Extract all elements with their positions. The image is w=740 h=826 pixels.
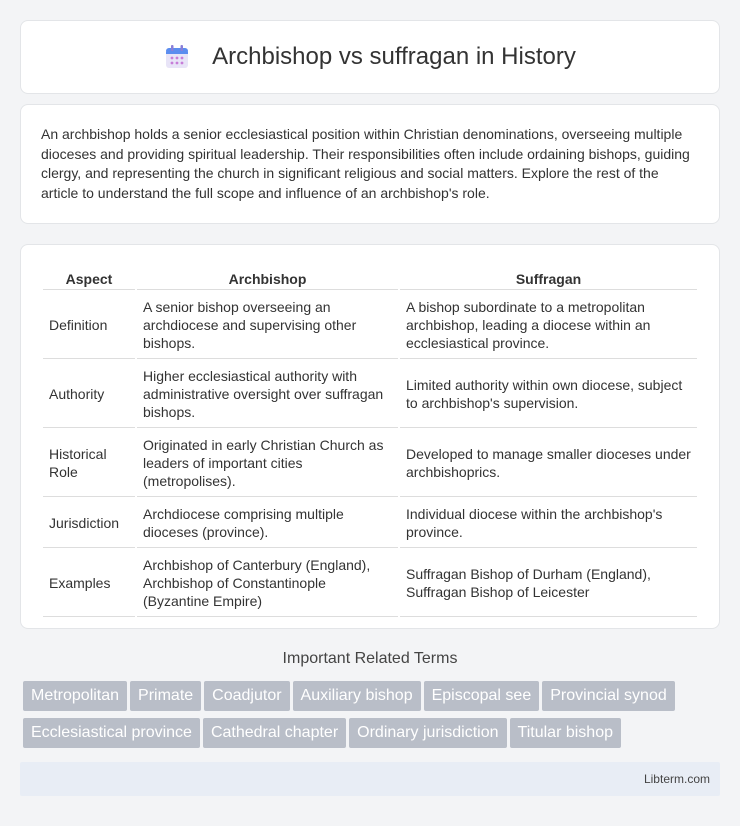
tag-auxiliary-bishop[interactable]: Auxiliary bishop xyxy=(293,681,421,711)
tag-ecclesiastical-province[interactable]: Ecclesiastical province xyxy=(23,718,200,748)
tag-provincial-synod[interactable]: Provincial synod xyxy=(542,681,675,711)
cell-archbishop: Archbishop of Canterbury (England), Archbishop of Constantinople (Byzantine Empire) xyxy=(137,550,398,617)
table-header-row xyxy=(43,267,697,290)
cell-archbishop: Higher ecclesiastical authority with administrative oversight over suffragan bishops. xyxy=(137,361,398,428)
table-row xyxy=(43,292,697,359)
header-suffragan: Suffragan xyxy=(400,267,697,290)
tag-titular-bishop[interactable]: Titular bishop xyxy=(510,718,621,748)
cell-archbishop: Archdiocese comprising multiple dioceses (province). xyxy=(137,499,398,548)
tag-ordinary-jurisdiction[interactable]: Ordinary jurisdiction xyxy=(349,718,506,748)
related-tags xyxy=(23,681,723,755)
calendar-icon xyxy=(164,44,190,70)
cell-suffragan: A bishop subordinate to a metropolitan archbishop, leading a diocese within an ecclesiastical province. xyxy=(400,292,697,359)
tag-metropolitan[interactable]: Metropolitan xyxy=(23,681,127,711)
tag-episcopal-see[interactable]: Episcopal see xyxy=(424,681,540,711)
cell-suffragan: Suffragan Bishop of Durham (England), Suffragan Bishop of Leicester xyxy=(400,550,697,617)
cell-suffragan: Limited authority within own diocese, subject to archbishop's supervision. xyxy=(400,361,697,428)
comparison-card xyxy=(20,244,720,629)
table-row xyxy=(43,361,697,428)
page-title: Archbishop vs suffragan in History xyxy=(212,43,576,70)
tag-primate[interactable]: Primate xyxy=(130,681,201,711)
cell-archbishop: Originated in early Christian Church as leaders of important cities (metropolises). xyxy=(137,430,398,497)
intro-card xyxy=(20,104,720,224)
cell-suffragan: Individual diocese within the archbishop's province. xyxy=(400,499,697,548)
cell-archbishop: A senior bishop overseeing an archdiocese and supervising other bishops. xyxy=(137,292,398,359)
cell-aspect: Jurisdiction xyxy=(43,499,135,548)
cell-suffragan: Developed to manage smaller dioceses under archbishoprics. xyxy=(400,430,697,497)
footer xyxy=(20,762,720,796)
tag-cathedral-chapter[interactable]: Cathedral chapter xyxy=(203,718,346,748)
cell-aspect: Authority xyxy=(43,361,135,428)
table-row xyxy=(43,499,697,548)
title-card xyxy=(20,20,720,94)
tag-coadjutor[interactable]: Coadjutor xyxy=(204,681,289,711)
header-archbishop: Archbishop xyxy=(137,267,398,290)
cell-aspect: Definition xyxy=(43,292,135,359)
related-terms-title: Important Related Terms xyxy=(282,650,458,667)
comparison-table xyxy=(41,265,699,619)
footer-site-link[interactable]: Libterm.com xyxy=(643,772,710,786)
cell-aspect: Examples xyxy=(43,550,135,617)
table-row xyxy=(43,430,697,497)
table-row xyxy=(43,550,697,617)
header-aspect: Aspect xyxy=(43,267,135,290)
cell-aspect: Historical Role xyxy=(43,430,135,497)
intro-text: An archbishop holds a senior ecclesiastical position within Christian denominations, overseeing multiple dioceses and providing spiritual leadership. Their responsibilities often include ordaining bishops, guiding clergy, and representing the church in significant religious and social matters. Explore the rest of the article to understand the full scope and influence of an archbishop's role. xyxy=(41,126,690,201)
